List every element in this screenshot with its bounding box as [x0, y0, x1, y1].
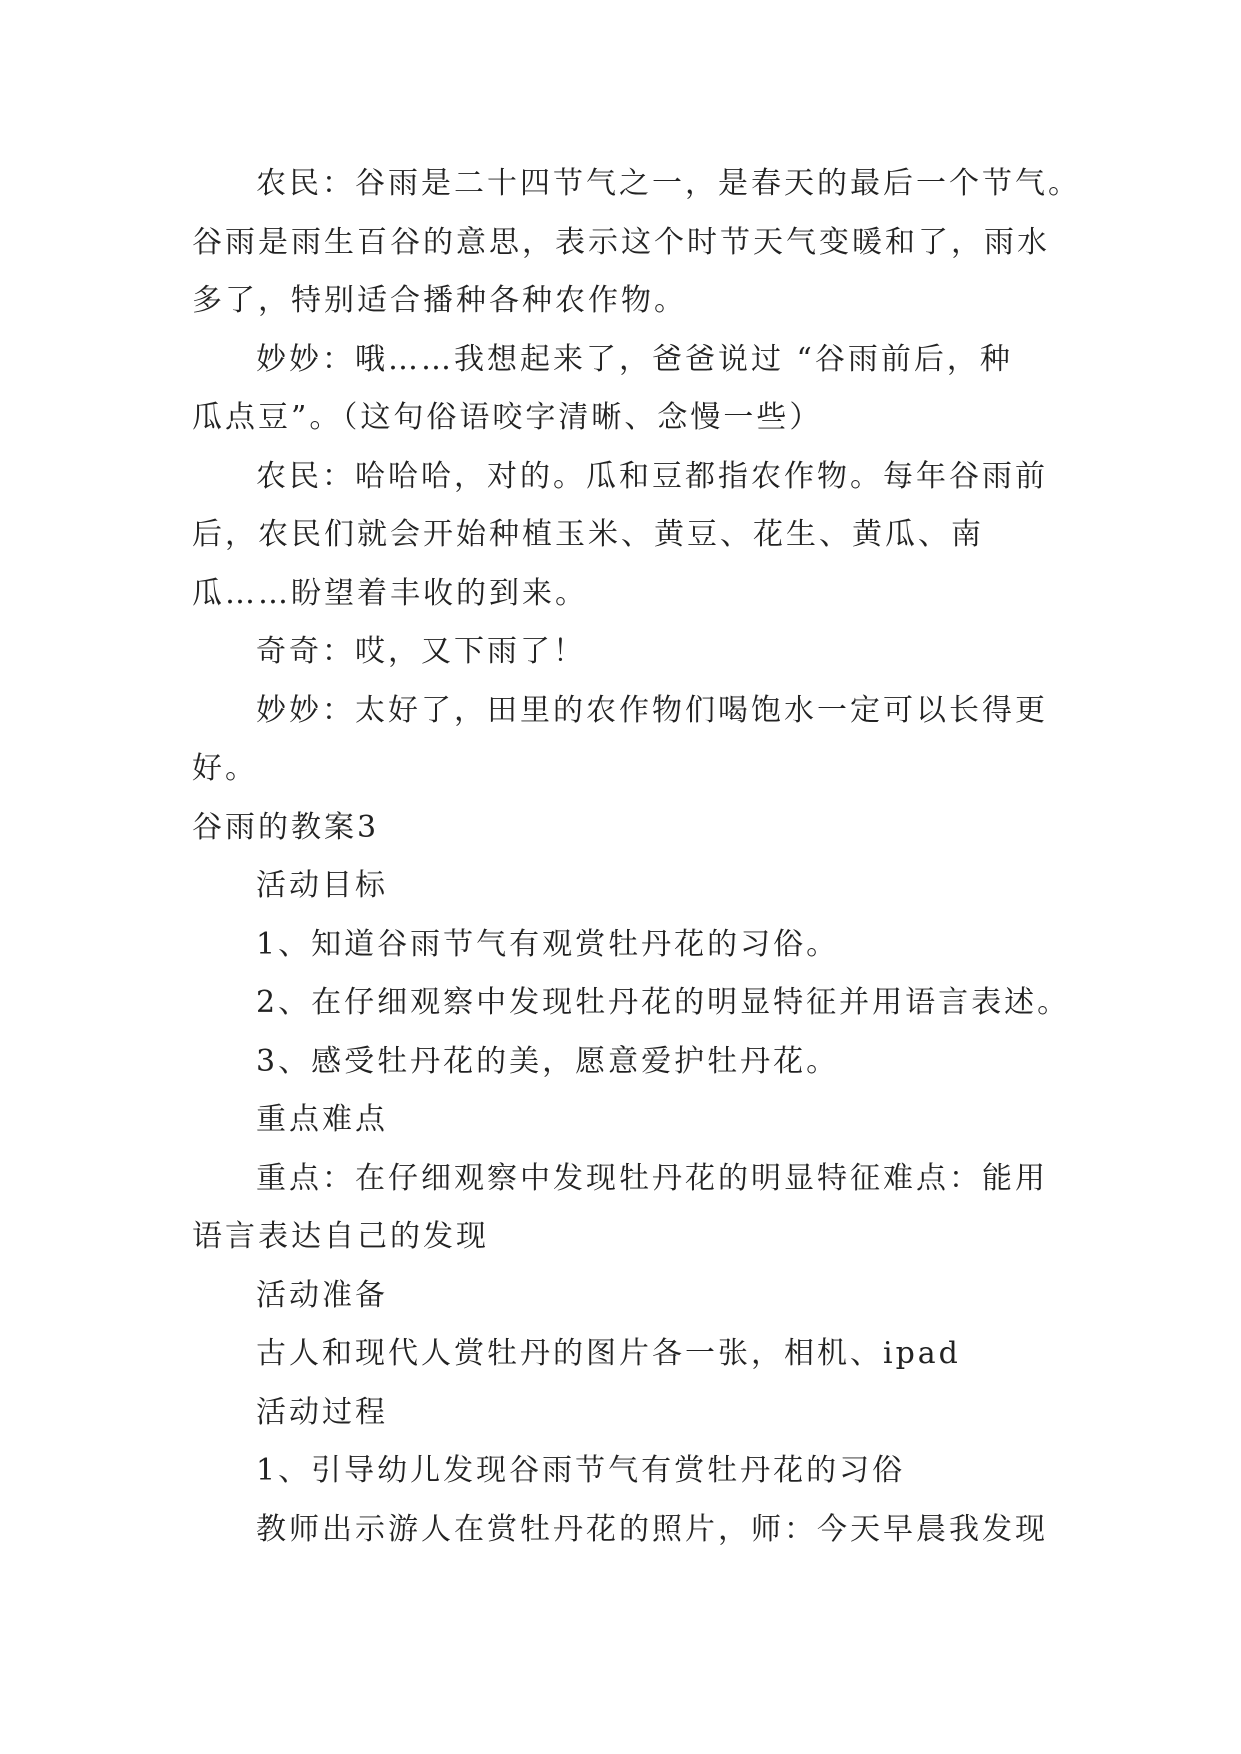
list-item: 1、引导幼儿发现谷雨节气有赏牡丹花的习俗	[256, 1453, 906, 1488]
paragraph-line: 奇奇：哎，又下雨了！	[256, 634, 586, 669]
paragraph-line: 妙妙：太好了，田里的农作物们喝饱水一定可以长得更	[256, 692, 1048, 728]
paragraph-line: 妙妙：哦……我想起来了，爸爸说过 “谷雨前后，种	[256, 341, 1013, 377]
paragraph-line: 重点：在仔细观察中发现牡丹花的明显特征难点：能用	[256, 1160, 1048, 1196]
paragraph-line: 古人和现代人赏牡丹的图片各一张，相机、ipad	[256, 1336, 961, 1371]
list-item: 2、在仔细观察中发现牡丹花的明显特征并用语言表述。	[256, 985, 1071, 1020]
paragraph-line: 农民：谷雨是二十四节气之一，是春天的最后一个节气。	[256, 166, 1081, 201]
paragraph-line: 瓜……盼望着丰收的到来。	[192, 575, 588, 611]
paragraph-line: 多了，特别适合播种各种农作物。	[192, 283, 687, 318]
list-item: 3、感受牡丹花的美，愿意爱护牡丹花。	[256, 1043, 840, 1079]
document-body	[192, 155, 1081, 1559]
paragraph-line: 谷雨是雨生百谷的意思，表示这个时节天气变暖和了，雨水	[192, 224, 1050, 260]
paragraph-line: 农民：哈哈哈，对的。瓜和豆都指农作物。每年谷雨前	[256, 458, 1048, 494]
list-item: 1、知道谷雨节气有观赏牡丹花的习俗。	[256, 926, 840, 962]
subheading-process: 活动过程	[256, 1394, 388, 1430]
paragraph-line: 语言表达自己的发现	[192, 1219, 489, 1254]
subheading-activity-goals: 活动目标	[256, 868, 388, 903]
paragraph-line: 好。	[192, 751, 258, 786]
subheading-preparation: 活动准备	[256, 1277, 388, 1313]
section-title: 谷雨的教案3	[192, 809, 380, 845]
paragraph-line: 教师出示游人在赏牡丹花的照片，师：今天早晨我发现	[256, 1511, 1048, 1547]
paragraph-line: 瓜点豆”。（这句俗语咬字清晰、念慢一些）	[192, 400, 823, 435]
subheading-key-points: 重点难点	[256, 1102, 388, 1137]
paragraph-line: 后，农民们就会开始种植玉米、黄豆、花生、黄瓜、南	[192, 517, 984, 552]
